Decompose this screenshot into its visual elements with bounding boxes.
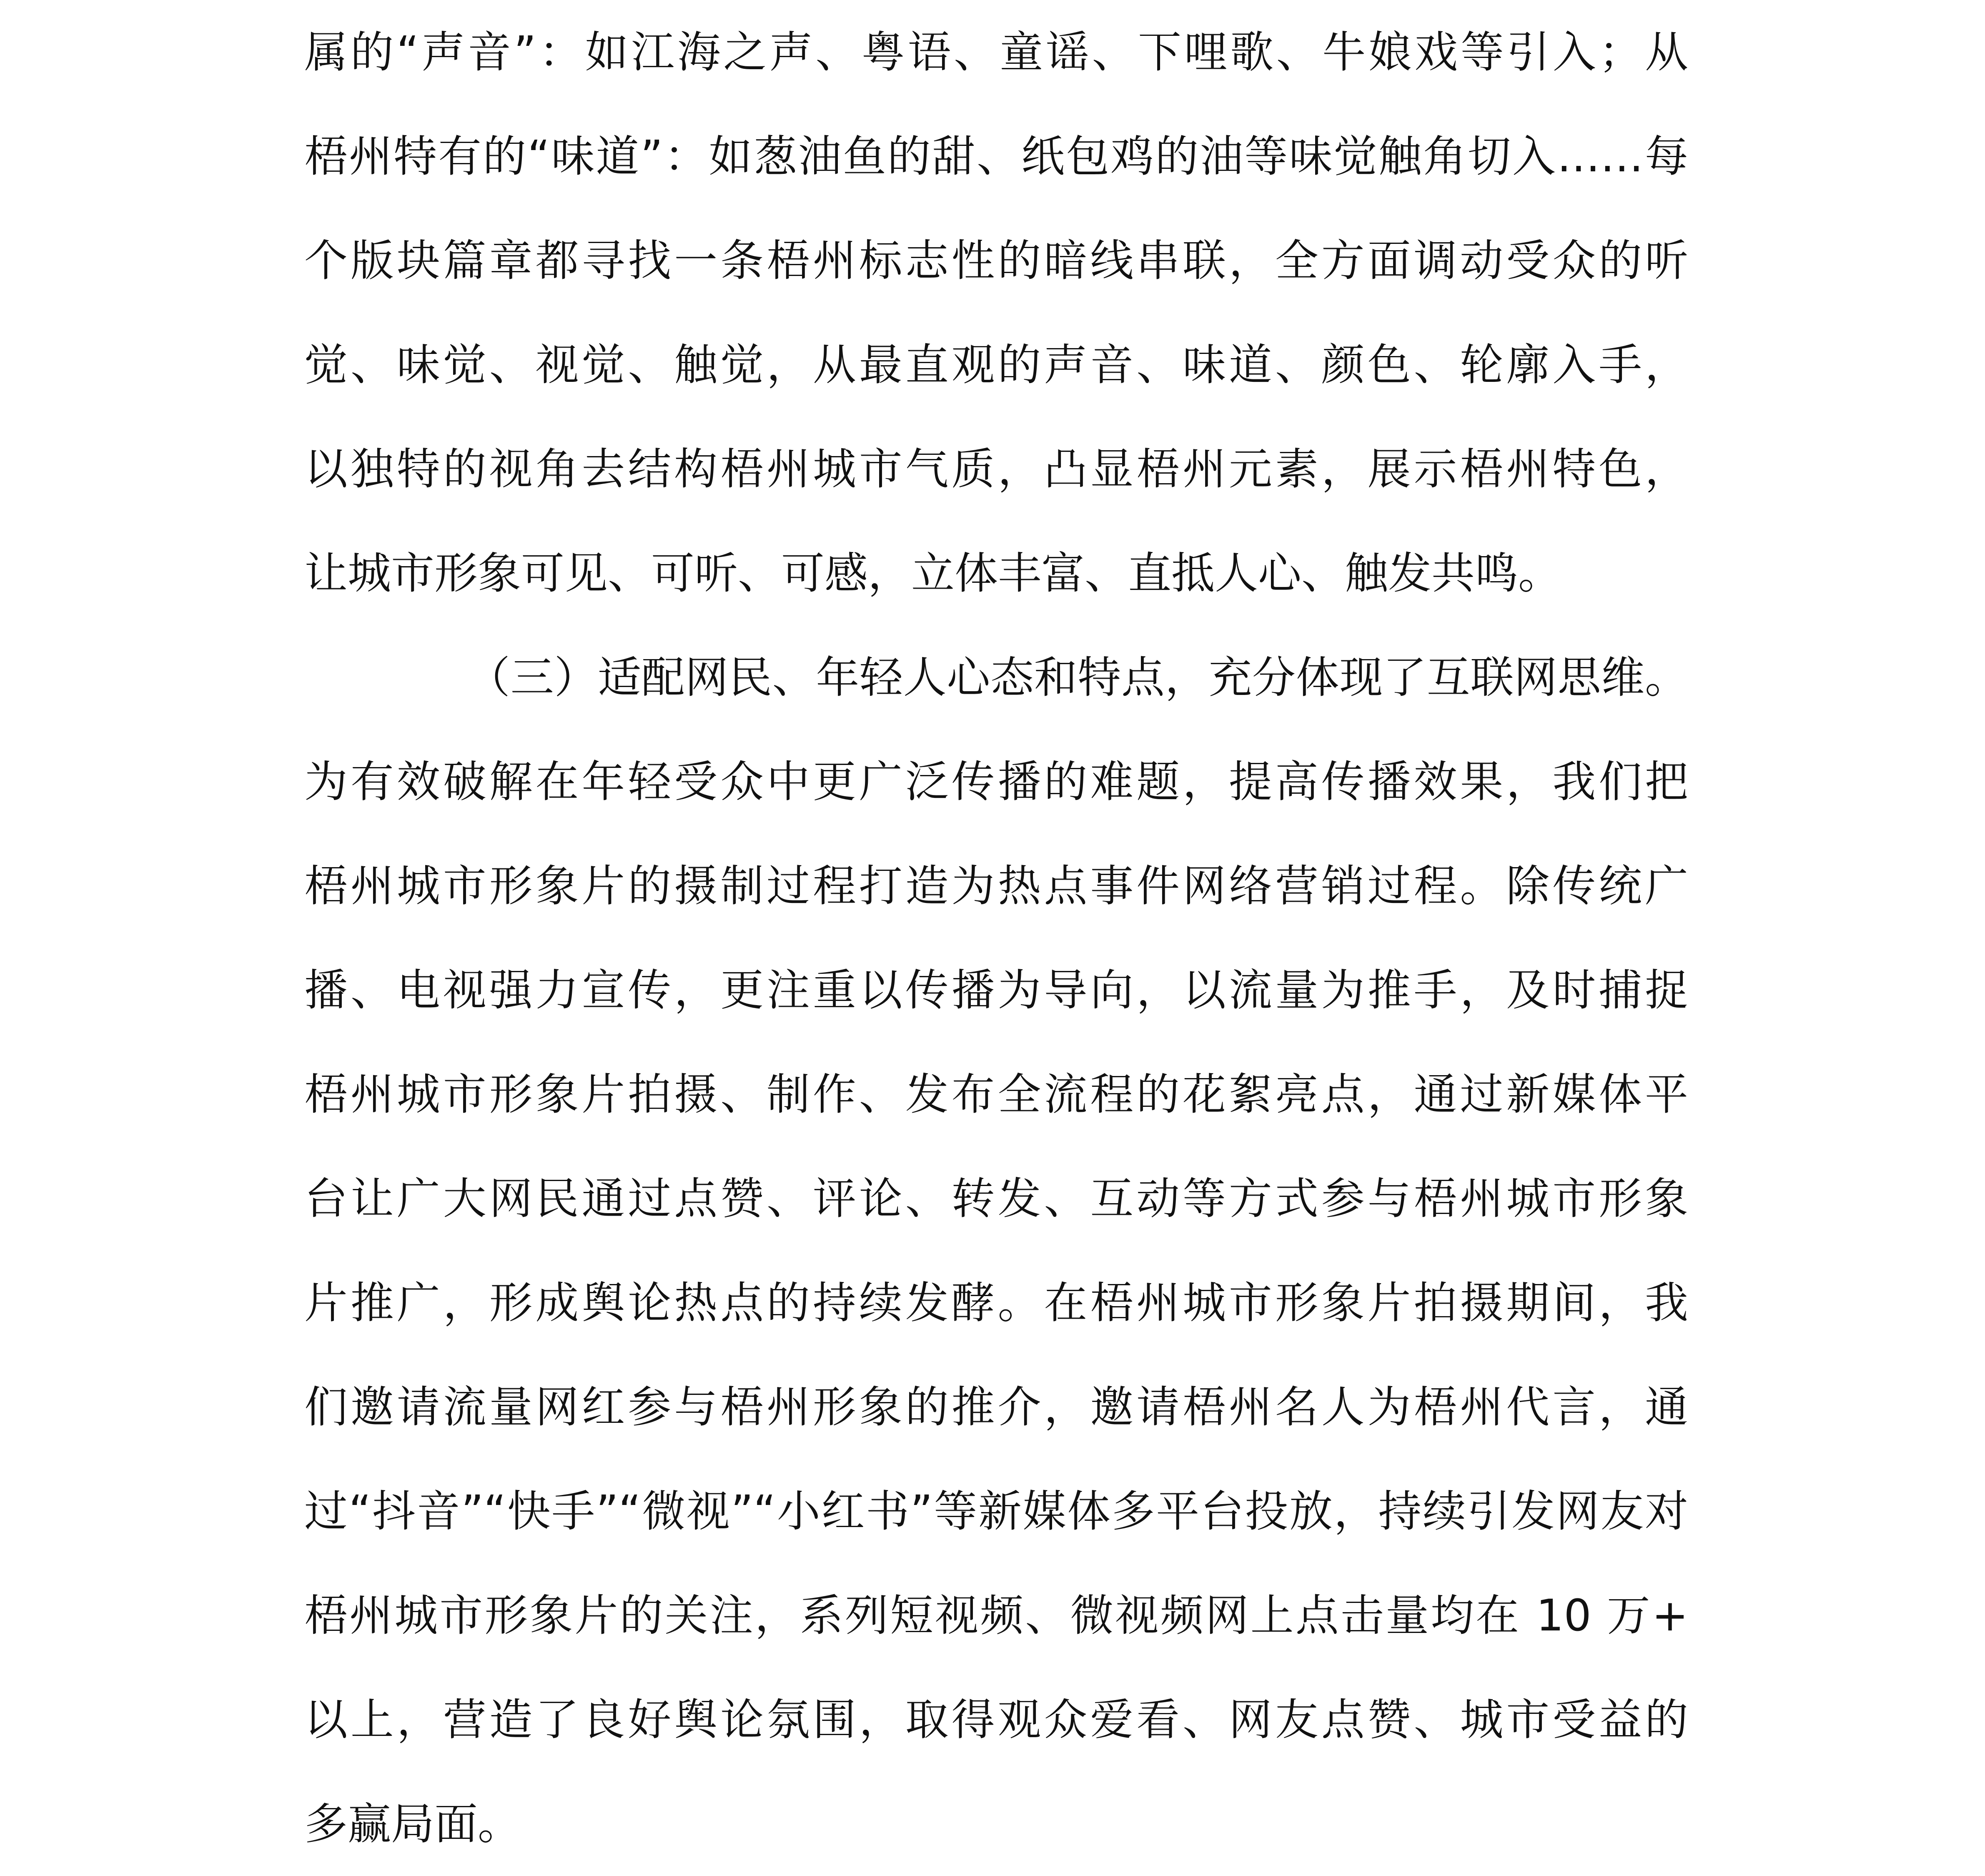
text-line: 为有效破解在年轻受众中更广泛传播的难题，提高传播效果，我们把: [304, 756, 1688, 807]
text-line: 让城市形象可见、可听、可感，立体丰富、直抵人心、触发共鸣。: [304, 548, 1562, 599]
text-line: 梧州城市形象片拍摄、制作、发布全流程的花絮亮点，通过新媒体平: [304, 1069, 1688, 1120]
text-line: 个版块篇章都寻找一条梧州标志性的暗线串联，全方面调动受众的听: [304, 235, 1688, 286]
text-line: 梧州特有的“味道”：如葱油鱼的甜、纸包鸡的油等味觉触角切入……每: [304, 131, 1688, 182]
text-line: 们邀请流量网红参与梧州形象的推介，邀请梧州名人为梧州代言，通: [304, 1382, 1688, 1432]
text-line: 梧州城市形象片的关注，系列短视频、微视频网上点击量均在 10 万+: [304, 1590, 1688, 1641]
text-line: 片推广，形成舆论热点的持续发酵。在梧州城市形象片拍摄期间，我: [304, 1277, 1688, 1328]
body-text: [304, 0, 1688, 1876]
text-line: 属的“声音”：如江海之声、粤语、童谣、下哩歌、牛娘戏等引入；从: [304, 27, 1688, 78]
text-line: 多赢局面。: [304, 1798, 521, 1849]
text-line: 过“抖音”“快手”“微视”“小红书”等新媒体多平台投放，持续引发网友对: [304, 1486, 1688, 1537]
text-line: 以上，营造了良好舆论氛围，取得观众爱看、网友点赞、城市受益的: [304, 1694, 1688, 1745]
text-line: 以独特的视角去结构梧州城市气质，凸显梧州元素，展示梧州特色，: [304, 444, 1688, 494]
text-line: 台让广大网民通过点赞、评论、转发、互动等方式参与梧州城市形象: [304, 1173, 1688, 1224]
text-line: 觉、味觉、视觉、触觉，从最直观的声音、味道、颜色、轮廓入手，: [304, 339, 1688, 390]
section-heading: （三）适配网民、年轻人心态和特点，充分体现了互联网思维。: [467, 652, 1688, 703]
text-line: 播、电视强力宣传，更注重以传播为导向，以流量为推手，及时捕捉: [304, 965, 1688, 1016]
text-line: 梧州城市形象片的摄制过程打造为热点事件网络营销过程。除传统广: [304, 860, 1688, 911]
